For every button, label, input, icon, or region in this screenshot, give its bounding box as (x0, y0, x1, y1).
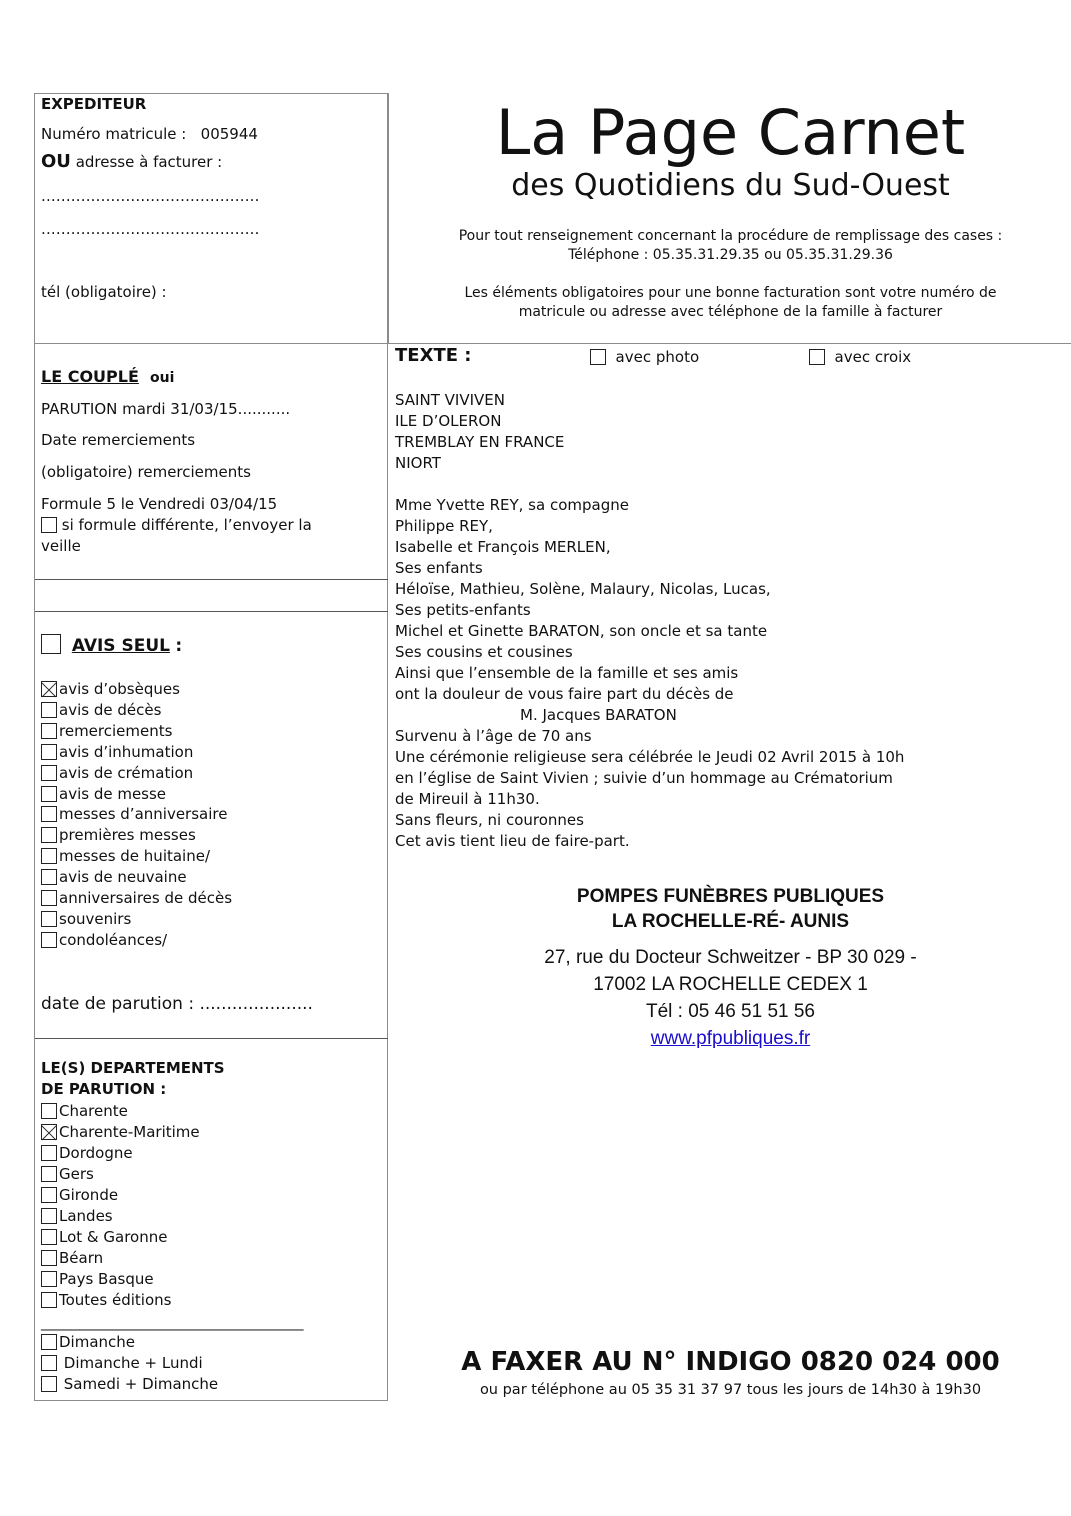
announcement-line: ont la douleur de vous faire part du décès de (395, 685, 734, 703)
announcement-line: Ainsi que l’ensemble de la famille et ses amis (395, 664, 739, 682)
obligatoire-line-1: Les éléments obligatoires pour une bonne facturation sont votre numéro de (464, 285, 997, 301)
info-line-1: Pour tout renseignement concernant la procédure de remplissage des cases : (458, 228, 1003, 244)
checkbox[interactable] (41, 1271, 57, 1287)
avis-type-label: avis de décès (59, 700, 162, 719)
avis-type-label: messes de huitaine/ (59, 847, 211, 866)
pompes-website-link[interactable]: www.pfpubliques.fr (650, 1028, 811, 1049)
column-divider-top (388, 93, 389, 343)
checkbox[interactable] (41, 723, 57, 739)
avec-croix-checkbox[interactable] (809, 349, 825, 365)
announcement-line: Ses petits-enfants (395, 601, 531, 619)
departement-item[interactable] (41, 1101, 128, 1122)
couple-heading-row (41, 366, 174, 389)
checkbox[interactable] (41, 786, 57, 802)
checkbox[interactable] (41, 848, 57, 864)
departement-label: Landes (59, 1207, 113, 1225)
avis-type-label: condoléances/ (59, 930, 168, 949)
departement-item[interactable] (41, 1164, 94, 1185)
departements-heading-1: LE(S) DEPARTEMENTS (41, 1059, 225, 1077)
avis-type-label: avis de crémation (59, 763, 194, 782)
avis-type-item[interactable] (41, 804, 227, 825)
day-option-label: Samedi + Dimanche (59, 1375, 219, 1393)
obligatoire-line-2: matricule ou adresse avec téléphone de la famille à facturer (518, 304, 943, 320)
departement-label: Béarn (59, 1249, 104, 1267)
place-line: NIORT (395, 454, 441, 472)
checkbox[interactable] (41, 911, 57, 927)
announcement-line: Ses cousins et cousines (395, 643, 573, 661)
announcement-line: Sans fleurs, ni couronnes (395, 811, 584, 829)
announcement-line: M. Jacques BARATON (520, 706, 677, 724)
checked-checkbox[interactable] (41, 1124, 57, 1140)
departement-item[interactable] (41, 1185, 118, 1206)
avis-type-label: avis d’obsèques (59, 680, 180, 698)
day-option-item[interactable] (41, 1353, 203, 1374)
avis-type-item[interactable] (41, 721, 172, 742)
avis-type-label: remerciements (59, 721, 173, 740)
couple-heading: LE COUPLÉ (41, 367, 139, 386)
checkbox[interactable] (41, 1145, 57, 1161)
departements-separator: ___________________________________ (41, 1313, 304, 1331)
checkbox[interactable] (41, 1355, 57, 1371)
pompes-name-2: LA ROCHELLE-RÉ- AUNIS (611, 911, 850, 932)
announcement-line: Survenu à l’âge de 70 ans (395, 727, 592, 745)
announcement-line: Héloïse, Mathieu, Solène, Malaury, Nicolas, Lucas, (395, 580, 771, 598)
parution-label: PARUTION mardi 31/03/15 (41, 400, 238, 418)
departement-label: Charente-Maritime (59, 1123, 200, 1141)
checkbox[interactable] (41, 806, 57, 822)
announcement-line: Cet avis tient lieu de faire-part. (395, 832, 630, 850)
avec-croix-label: avec croix (834, 348, 912, 366)
checkbox[interactable] (41, 702, 57, 718)
formule-label: Formule 5 le Vendredi 03/04/15 (41, 495, 278, 513)
checkbox[interactable] (41, 744, 57, 760)
adresse-line-2[interactable]: ............................................ (41, 220, 260, 238)
day-option-item[interactable] (41, 1332, 135, 1353)
checkbox[interactable] (41, 1187, 57, 1203)
pompes-website-row (390, 1025, 1071, 1052)
checkbox[interactable] (41, 1229, 57, 1245)
parution-dots[interactable]: ........... (237, 400, 291, 418)
avis-type-item[interactable] (41, 930, 167, 951)
announcement-line: de Mireuil à 11h30. (395, 790, 540, 808)
checkbox[interactable] (41, 765, 57, 781)
formule-different-label-cont: veille (41, 537, 81, 555)
departement-label: Pays Basque (59, 1270, 154, 1288)
checkbox[interactable] (41, 1208, 57, 1224)
avis-seul-checkbox[interactable] (41, 634, 61, 654)
departement-label: Gers (59, 1165, 94, 1183)
tel-label[interactable]: tél (obligatoire) : (41, 283, 167, 301)
day-option-label: Dimanche + Lundi (59, 1354, 203, 1372)
pompes-address-2: 17002 LA ROCHELLE CEDEX 1 (593, 974, 868, 995)
place-line: TREMBLAY EN FRANCE (395, 433, 565, 451)
page-title: La Page Carnet (495, 96, 966, 169)
adresse-row (41, 151, 222, 173)
departement-label: Gironde (59, 1186, 119, 1204)
checkbox[interactable] (41, 932, 57, 948)
checkbox[interactable] (41, 890, 57, 906)
departement-item[interactable] (41, 1206, 113, 1227)
avis-type-item[interactable] (41, 700, 161, 721)
avis-type-item[interactable] (41, 763, 193, 784)
date-remerciements: Date remerciements (41, 431, 196, 449)
fax-number: A FAXER AU N° INDIGO 0820 024 000 (461, 1347, 1000, 1377)
texte-heading: TEXTE : (395, 345, 472, 366)
checkbox[interactable] (41, 869, 57, 885)
checkbox[interactable] (41, 1376, 57, 1392)
announcement-line: Isabelle et François MERLEN, (395, 538, 611, 556)
avis-type-label: messes d’anniversaire (59, 805, 228, 824)
avis-seul-heading: AVIS SEUL (71, 636, 170, 656)
avis-type-label: avis de messe (59, 784, 167, 803)
page-subtitle: des Quotidiens du Sud-Ouest (511, 168, 950, 203)
announcement-line: Philippe REY, (395, 517, 493, 535)
date-parution[interactable]: date de parution : ..................... (41, 994, 313, 1014)
checkbox[interactable] (41, 1334, 57, 1350)
checked-checkbox[interactable] (41, 681, 57, 697)
adresse-line-1[interactable]: ............................................ (41, 187, 260, 205)
departement-label: Lot & Garonne (59, 1228, 168, 1246)
section-divider-departements (35, 1038, 388, 1039)
avis-type-label: anniversaires de décès (59, 889, 233, 907)
departement-label: Dordogne (59, 1144, 133, 1162)
announcement-line: Ses enfants (395, 559, 483, 577)
departement-label: Charente (59, 1102, 128, 1120)
day-option-label: Dimanche (59, 1333, 136, 1351)
parution-row (41, 399, 290, 420)
section-divider-couple (35, 579, 388, 580)
departement-item[interactable] (41, 1248, 103, 1269)
avec-photo-option[interactable] (590, 347, 699, 368)
announcement-line: Michel et Ginette BARATON, son oncle et sa tante (395, 622, 768, 640)
avis-type-label: avis de neuvaine (59, 868, 187, 887)
avis-type-label: souvenirs (59, 909, 132, 928)
avec-photo-label: avec photo (615, 348, 700, 366)
checkbox[interactable] (41, 1166, 57, 1182)
matricule-row (41, 124, 258, 145)
avis-type-item[interactable] (41, 846, 210, 867)
avis-seul-colon: : (175, 636, 183, 656)
announcement-line: Mme Yvette REY, sa compagne (395, 496, 629, 514)
avis-type-item[interactable] (41, 825, 196, 846)
departement-item[interactable] (41, 1290, 171, 1311)
departement-item[interactable] (41, 1227, 167, 1248)
obligatoire-remerciements: (obligatoire) remerciements (41, 463, 251, 481)
announcement-line: en l’église de Saint Vivien ; suivie d’un hommage au Crématorium (395, 769, 893, 787)
avis-type-item[interactable] (41, 679, 180, 700)
info-line-2: Téléphone : 05.35.31.29.35 ou 05.35.31.29.36 (568, 247, 893, 263)
avis-type-label: avis d’inhumation (59, 742, 194, 761)
checkbox[interactable] (41, 1292, 57, 1308)
avis-type-item[interactable] (41, 888, 232, 909)
day-option-item[interactable] (41, 1374, 218, 1395)
checkbox[interactable] (41, 1250, 57, 1266)
avec-photo-checkbox[interactable] (590, 349, 606, 365)
avis-type-label: premières messes (59, 826, 196, 845)
formule-different-checkbox[interactable] (41, 517, 57, 533)
ou-label: OU (41, 151, 71, 172)
phone-hours: ou par téléphone au 05 35 31 37 97 tous les jours de 14h30 à 19h30 (479, 1382, 982, 1398)
formule-different-row (41, 515, 312, 536)
checkbox[interactable] (41, 1103, 57, 1119)
couple-oui: oui (150, 370, 175, 386)
avis-type-item[interactable] (41, 784, 166, 805)
checkbox[interactable] (41, 827, 57, 843)
avis-type-item[interactable] (41, 867, 187, 888)
departement-item[interactable] (41, 1143, 133, 1164)
adresse-label: adresse à facturer : (75, 153, 223, 171)
avec-croix-option[interactable] (809, 347, 911, 368)
departement-label: Toutes éditions (59, 1291, 172, 1309)
departements-heading-2: DE PARUTION : (41, 1080, 167, 1098)
formule-different-label: si formule différente, l’envoyer la (57, 516, 312, 534)
departement-item[interactable] (41, 1122, 200, 1143)
expediteur-heading: EXPEDITEUR (41, 95, 147, 113)
place-line: ILE D’OLERON (395, 412, 502, 430)
pompes-name-1: POMPES FUNÈBRES PUBLIQUES (576, 886, 885, 907)
avis-seul-row (41, 634, 182, 658)
matricule-label: Numéro matricule : (41, 125, 187, 143)
departement-item[interactable] (41, 1269, 154, 1290)
pompes-tel: Tél : 05 46 51 51 56 (645, 1001, 815, 1022)
announcement-line: Une cérémonie religieuse sera célébrée le Jeudi 02 Avril 2015 à 10h (395, 748, 905, 766)
section-divider-avis (35, 611, 388, 612)
avis-type-item[interactable] (41, 909, 131, 930)
pompes-address-1: 27, rue du Docteur Schweitzer - BP 30 029 - (544, 947, 917, 968)
matricule-value[interactable]: 005944 (200, 125, 258, 143)
avis-type-item[interactable] (41, 742, 193, 763)
section-divider-top (34, 343, 1071, 344)
place-line: SAINT VIVIVEN (395, 391, 505, 409)
